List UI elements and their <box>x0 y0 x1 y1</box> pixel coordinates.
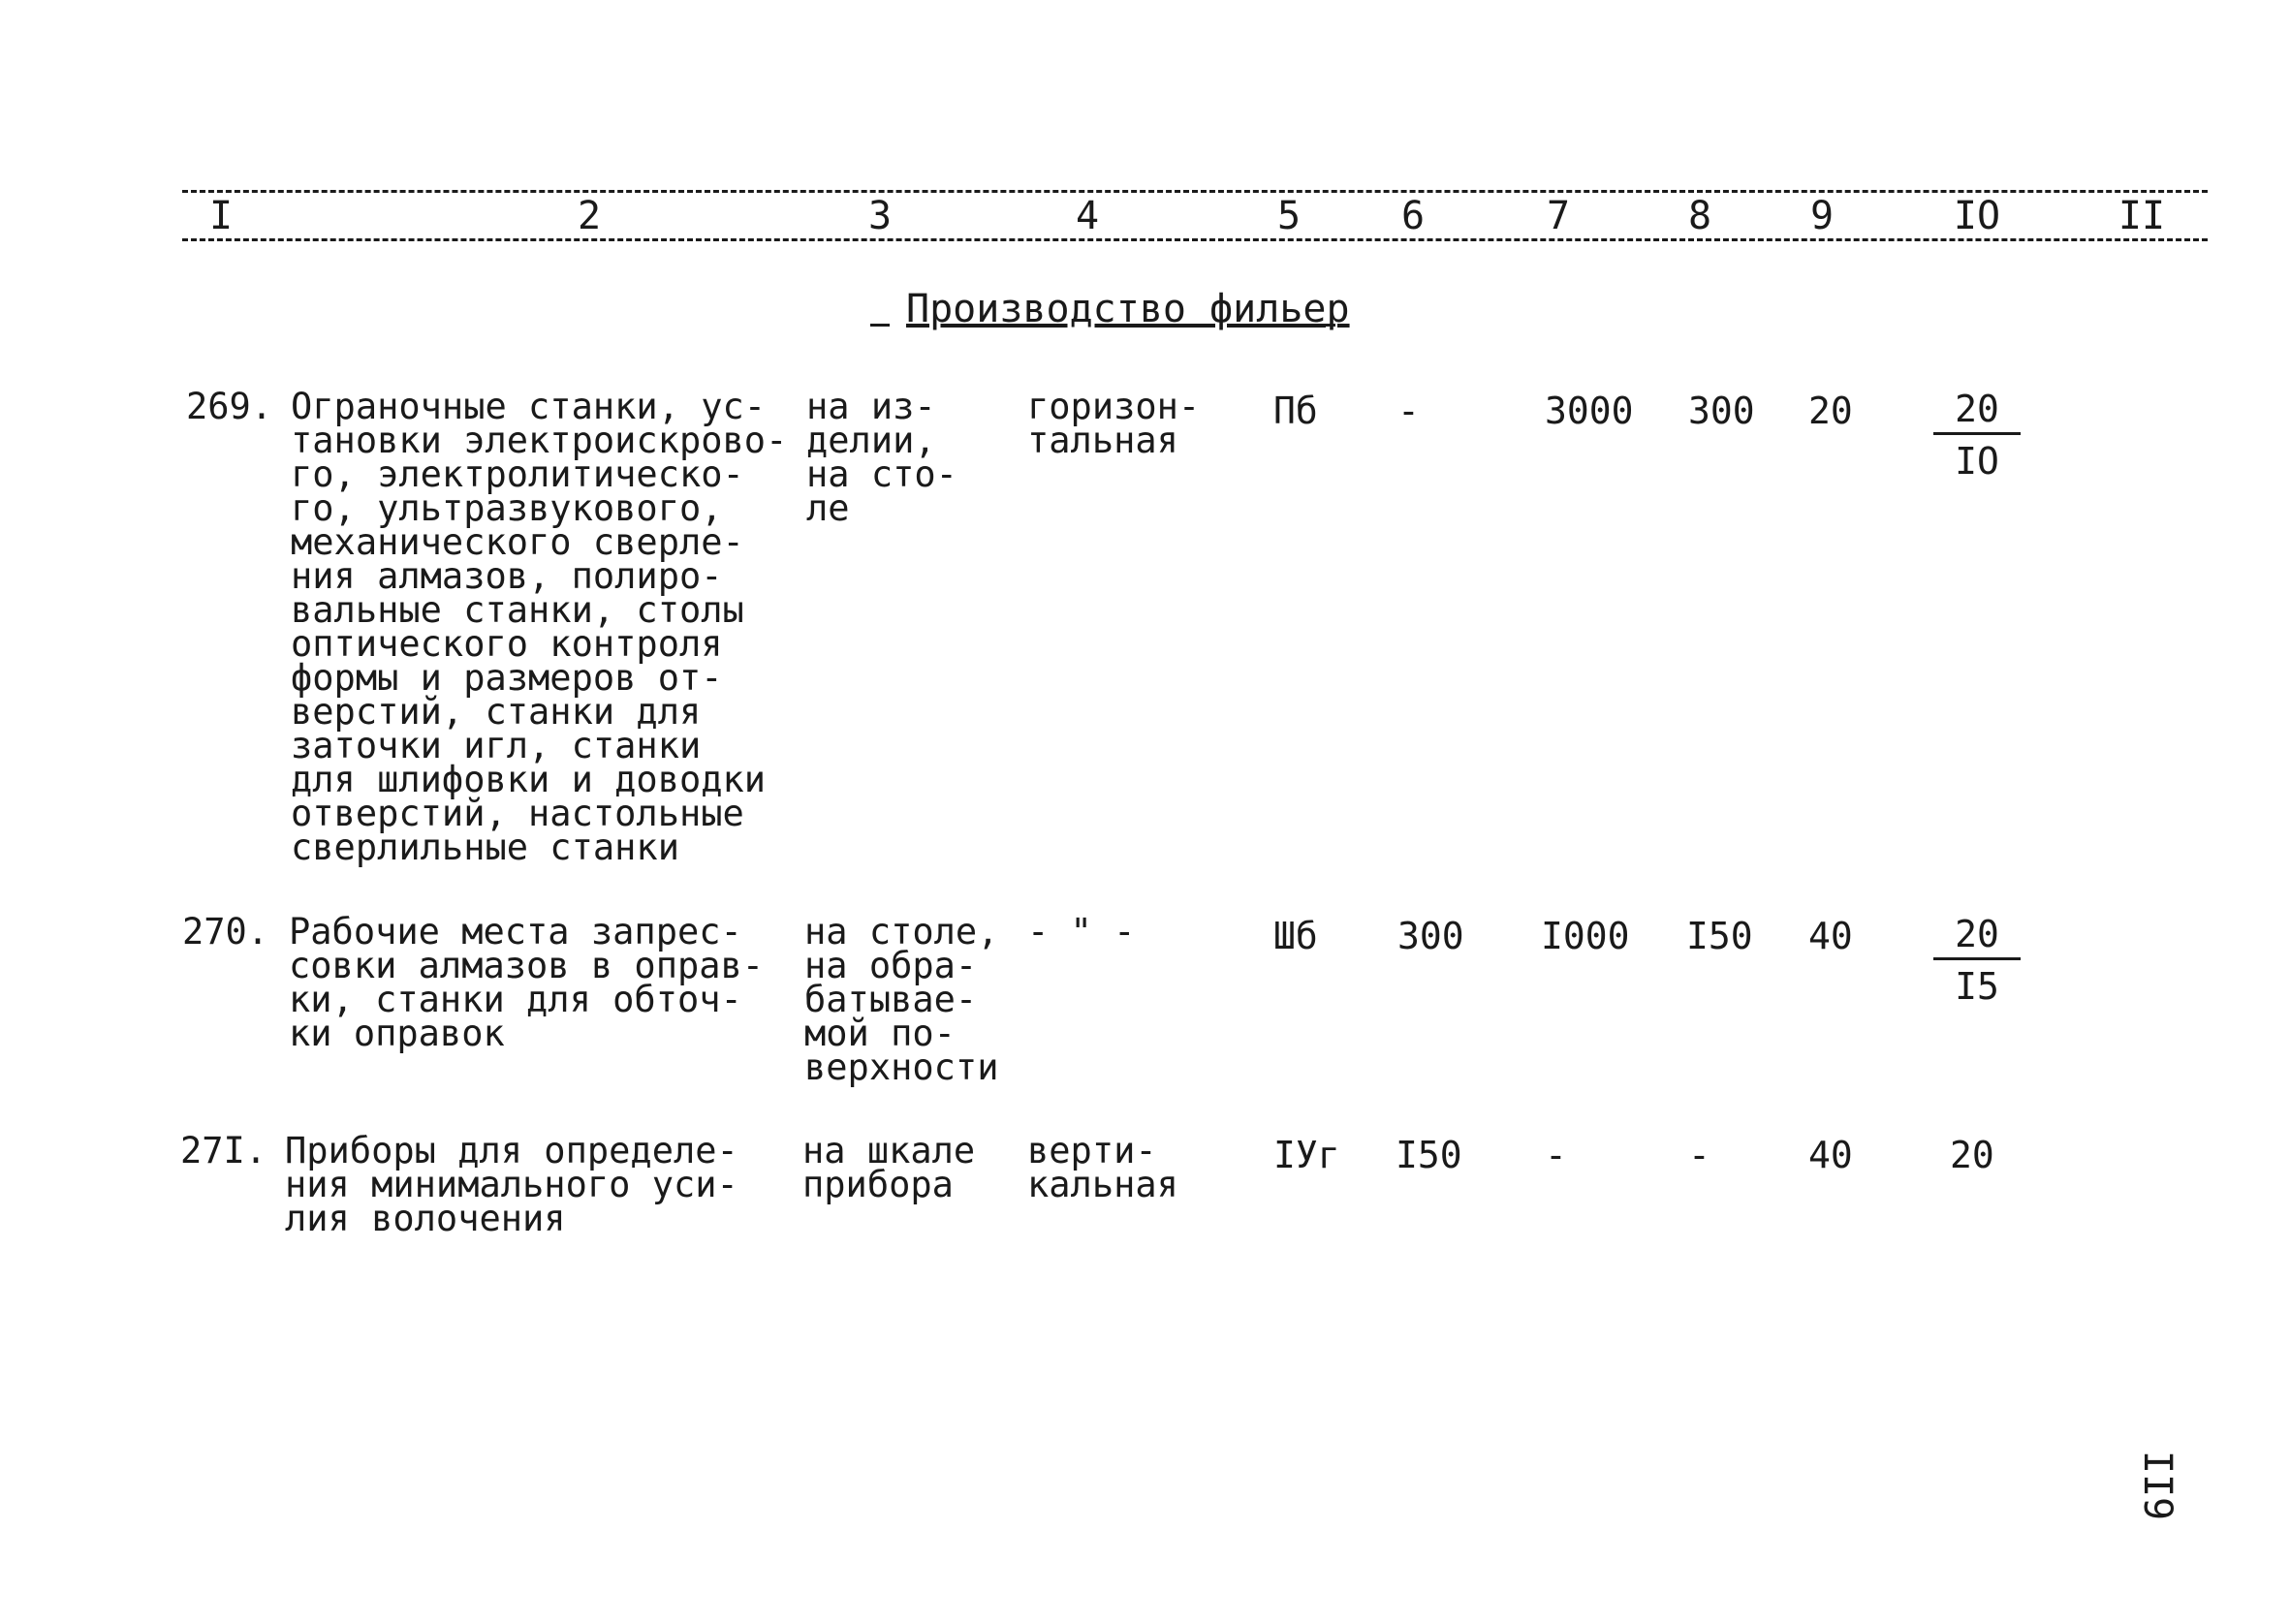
row-col5: IУг <box>1273 1134 1340 1176</box>
row-col6: I50 <box>1396 1134 1462 1176</box>
row-col8: 300 <box>1688 390 1755 432</box>
row-number: 27I. <box>180 1130 267 1171</box>
fraction-denominator: IO <box>1955 440 1999 483</box>
row-surface: на из- делии, на сто- ле <box>806 386 957 529</box>
row-col7: I000 <box>1541 915 1630 957</box>
row-col9: 40 <box>1808 1134 1853 1176</box>
col-header-3: 3 <box>867 194 893 238</box>
row-plane: - " - <box>1027 911 1136 953</box>
row-col10-fraction <box>1933 390 2021 487</box>
row-col10: 20 <box>1950 1134 1994 1176</box>
row-plane: верти- кальная <box>1027 1130 1178 1205</box>
row-col5: Пб <box>1273 390 1318 432</box>
section-title-right-dash <box>1316 324 1335 327</box>
row-col6: - <box>1397 390 1420 432</box>
row-col8: I50 <box>1686 915 1753 957</box>
row-col9: 20 <box>1808 390 1853 432</box>
page-number: II9 <box>2135 1450 2180 1521</box>
section-title-left-dash <box>870 324 890 327</box>
header-bottom-rule <box>182 238 2208 241</box>
col-header-8: 8 <box>1687 194 1712 238</box>
row-col5: Шб <box>1273 915 1318 957</box>
row-number: 269. <box>186 386 273 427</box>
row-surface: на шкале прибора <box>802 1130 976 1205</box>
row-col7: - <box>1545 1134 1567 1176</box>
col-header-11: II <box>2117 194 2166 238</box>
fraction-numerator: 20 <box>1933 915 2021 960</box>
row-name: Приборы для определе- ния минимального уси- лия волочения <box>285 1130 738 1239</box>
col-header-6: 6 <box>1400 194 1426 238</box>
col-header-9: 9 <box>1809 194 1835 238</box>
row-plane: горизон- тальная <box>1027 386 1201 461</box>
row-col6: 300 <box>1397 915 1464 957</box>
col-header-7: 7 <box>1546 194 1571 238</box>
fraction-numerator: 20 <box>1933 390 2021 435</box>
row-col10-fraction <box>1933 915 2021 1013</box>
row-name: Ограночные станки, ус- тановки электроискрово- го, электролитическо- го, ультразвукового, механического сверле- ния алмазов, полиро- вальные станки, столы оптического контроля формы и размеров от- верстий, станки для заточки игл, станки для шлифовки и доводки отверстий, настольные сверлильные станки <box>291 386 788 868</box>
row-col9: 40 <box>1808 915 1853 957</box>
row-number: 270. <box>182 911 269 953</box>
col-header-10: IO <box>1953 194 2001 238</box>
fraction-denominator: I5 <box>1955 965 1999 1008</box>
col-header-4: 4 <box>1075 194 1100 238</box>
header-top-rule <box>182 190 2208 193</box>
col-header-1: I <box>208 194 234 238</box>
row-col7: 3000 <box>1545 390 1634 432</box>
row-surface: на столе, на обра- батывае- мой по- верхности <box>804 911 999 1088</box>
section-title <box>906 287 1350 331</box>
col-header-2: 2 <box>577 194 602 238</box>
row-col8: - <box>1688 1134 1710 1176</box>
row-name: Рабочие места запрес- совки алмазов в оправ- ки, станки для обточ- ки оправок <box>289 911 765 1054</box>
section-title-text: Производство фильер <box>906 287 1350 331</box>
col-header-5: 5 <box>1276 194 1302 238</box>
